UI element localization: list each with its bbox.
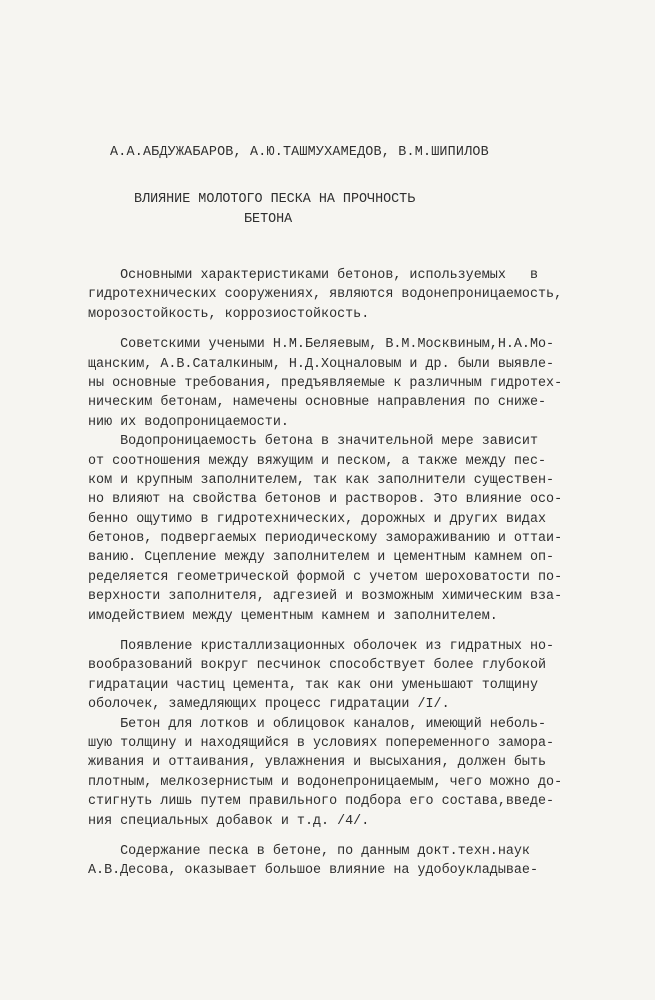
body-text-line: от соотношения между вяжущим и песком, а также между пес- [88, 453, 547, 469]
body-text-line: плотным, мелкозернистым и водонепроницаемым, чего можно до- [88, 774, 563, 790]
paragraph-gap [88, 831, 558, 842]
body-text-line: Водопроницаемость бетона в значительной мере зависит [88, 434, 538, 450]
document-body [88, 266, 563, 881]
body-text-line: Советскими учеными Н.М.Беляевым, В.М.Москвиным,Н.А.Мо- [88, 337, 555, 353]
body-text-line: Появление кристаллизационных оболочек из гидратных но- [88, 639, 555, 655]
body-text-line: ванию. Сцепление между заполнителем и цементным камнем оп- [88, 550, 555, 566]
body-text-line: Содержание песка в бетоне, по данным докт.техн.наук [88, 843, 530, 859]
body-text-line: Бетон для лотков и облицовок каналов, имеющий неболь- [88, 716, 547, 732]
authors-line: А.А.АБДУЖАБАРОВ, А.Ю.ТАШМУХАМЕДОВ, В.М.ШИПИЛОВ [110, 145, 489, 160]
body-text-line: стигнуть лишь путем правильного подбора его состава,введе- [88, 794, 555, 810]
title-line-1: ВЛИЯНИЕ МОЛОТОГО ПЕСКА НА ПРОЧНОСТЬ [134, 192, 416, 207]
body-text-line: щанским, А.В.Саталкиным, Н.Д.Хоцналовым и др. были выявле- [88, 356, 555, 372]
body-text-line: ком и крупным заполнителем, так как заполнители существен- [88, 472, 555, 488]
body-text-line: оболочек, замедляющих процесс гидратации /I/. [88, 697, 450, 713]
body-text-line: гидратации частиц цемента, так как они уменьшают толщину [88, 677, 538, 693]
body-text-line: гидротехнических сооружениях, являются водонепроницаемость, [88, 287, 563, 303]
body-text-line: ническим бетонам, намечены основные направления по сниже- [88, 395, 547, 411]
body-text-line: А.В.Десова, оказывает большое влияние на удобоукладывае- [88, 863, 538, 879]
body-text-line: ределяется геометрической формой с учетом шероховатости по- [88, 569, 563, 585]
body-text-line: Основными характеристиками бетонов, используемых в [88, 268, 538, 283]
body-text-line: шую толщину и находящийся в условиях попеременного замора- [88, 735, 555, 751]
body-text-line: но влияют на свойства бетонов и растворов. Это влияние осо- [88, 492, 563, 508]
body-text-line: бетонов, подвергаемых периодическому замораживанию и оттаи- [88, 531, 563, 547]
body-text-line: ны основные требования, предъявляемые к различным гидротех- [88, 375, 563, 391]
paragraph-gap [88, 626, 558, 637]
paragraph-gap [88, 324, 558, 335]
body-text-line: имодействием между цементным камнем и заполнителем. [88, 608, 498, 624]
title-line-2: БЕТОНА [244, 212, 293, 227]
body-text-line: морозостойкость, коррозиостойкость. [88, 306, 370, 322]
body-text-line: ния специальных добавок и т.д. /4/. [88, 813, 370, 829]
body-text-line: живания и оттаивания, увлажнения и высыхания, должен быть [88, 755, 547, 771]
body-text-line: вообразований вокруг песчинок способствует более глубокой [88, 658, 547, 674]
body-text-line: нию их водопроницаемости. [88, 414, 289, 430]
document-title [134, 190, 434, 230]
body-text-line: верхности заполнителя, адгезией и возможным химическим вза- [88, 589, 563, 605]
body-text-line: бенно ощутимо в гидротехнических, дорожных и других видах [88, 511, 547, 527]
